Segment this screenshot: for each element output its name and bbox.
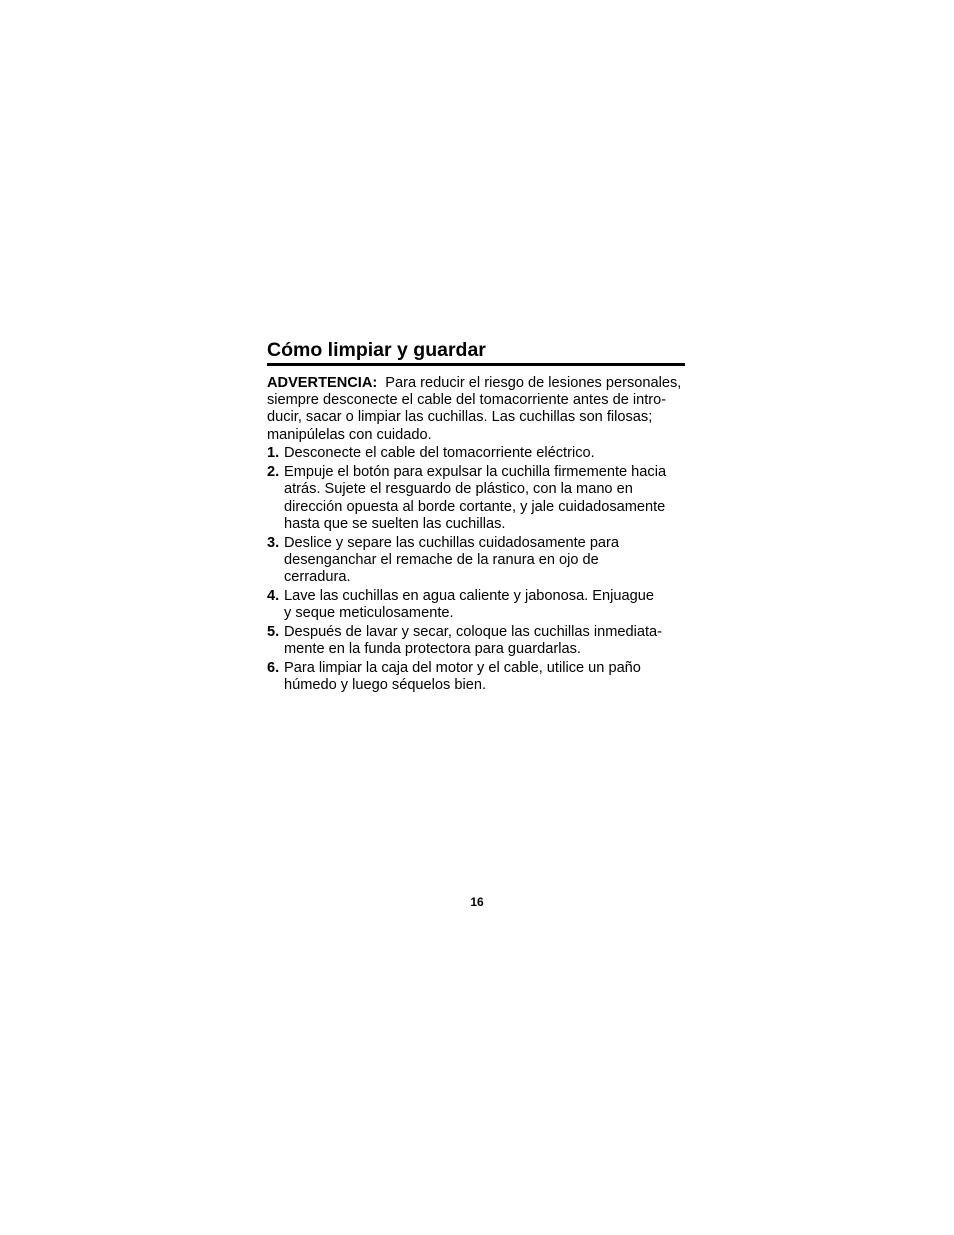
step-item (267, 464, 685, 533)
warning-line (267, 375, 685, 392)
step-number: 6. (267, 659, 280, 676)
step-text: Para limpiar la caja del motor y el cable, utilice un paño (284, 659, 641, 676)
step-item (267, 660, 685, 694)
step-text: dirección opuesta al borde cortante, y jale cuidadosamente (284, 498, 666, 515)
warning-line: manipúlelas con cuidado. (267, 426, 432, 443)
step-text: Lave las cuchillas en agua caliente y jabonosa. Enjuague (284, 587, 654, 604)
step-item (267, 535, 685, 587)
warning-line: siempre desconecte el cable del tomacorriente antes de intro- (267, 392, 667, 409)
step-text: cerradura. (284, 569, 351, 586)
step-text: Desconecte el cable del tomacorriente eléctrico. (284, 445, 595, 462)
step-text: húmedo y luego séquelos bien. (284, 677, 487, 694)
step-number: 4. (267, 587, 280, 604)
step-text: Después de lavar y secar, coloque las cuchillas inmediata- (284, 623, 663, 640)
step-item (267, 588, 685, 622)
step-number: 5. (267, 623, 280, 640)
step-text: hasta que se suelten las cuchillas. (284, 515, 506, 532)
step-number: 1. (267, 445, 280, 462)
step-text: mente en la funda protectora para guardarlas. (284, 641, 581, 658)
steps-list (267, 445, 685, 694)
step-number: 2. (267, 464, 280, 481)
warning-text: Para reducir el riesgo de lesiones personales, (385, 375, 682, 391)
page-number: 16 (470, 895, 484, 909)
step-text: atrás. Sujete el resguardo de plástico, con la mano en (284, 481, 633, 498)
step-item (267, 445, 685, 462)
cleaning-section (267, 338, 685, 696)
step-text: y seque meticulosamente. (284, 605, 454, 622)
step-item (267, 624, 685, 658)
step-text: desenganchar el remache de la ranura en ojo de (284, 551, 599, 568)
warning-paragraph (267, 375, 685, 444)
step-text: Empuje el botón para expulsar la cuchilla firmemente hacia (284, 464, 667, 481)
step-text: Deslice y separe las cuchillas cuidadosamente para (284, 534, 620, 551)
section-title: Cómo limpiar y guardar (267, 339, 486, 361)
warning-line: ducir, sacar o limpiar las cuchillas. Las cuchillas son filosas; (267, 409, 653, 426)
title-underline-rule (267, 363, 685, 366)
warning-label: ADVERTENCIA: (267, 375, 378, 391)
step-number: 3. (267, 534, 280, 551)
